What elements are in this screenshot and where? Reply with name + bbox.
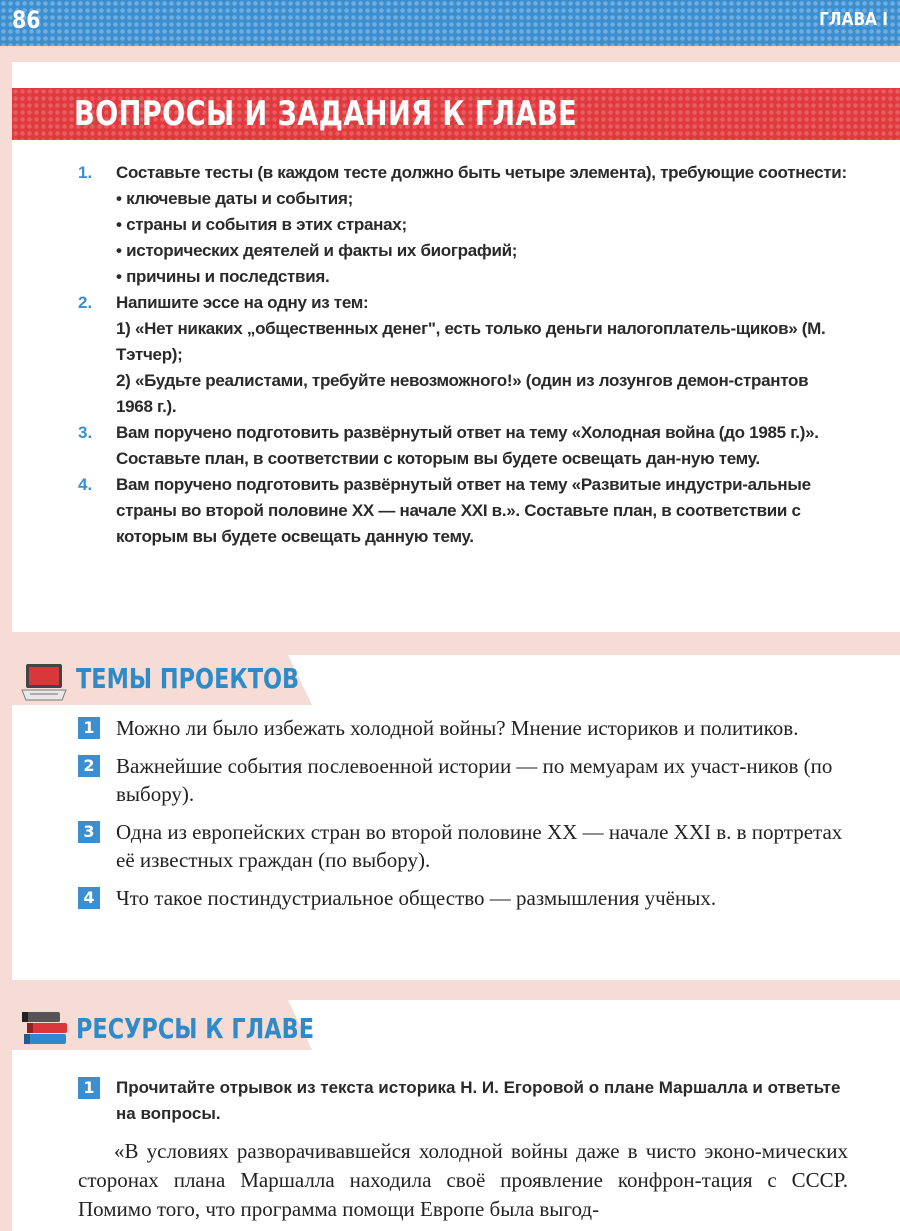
question-text: Вам поручено подготовить развёрнутый ответ на тему «Развитые индустри-альные страны во второй половине XX — начале XXI в.». Составьте план, в соответствии с которым вы будете освещать данную тему. bbox=[116, 475, 811, 546]
question-text: Напишите эссе на одну из тем: bbox=[116, 293, 369, 312]
project-item bbox=[78, 818, 848, 874]
project-item bbox=[78, 714, 848, 742]
question-item bbox=[78, 160, 848, 290]
project-number: 1 bbox=[78, 717, 100, 739]
question-number: 2. bbox=[78, 293, 93, 312]
projects-title: ТЕМЫ ПРОЕКТОВ bbox=[76, 662, 300, 695]
question-subitem: 2) «Будьте реалистами, требуйте невозможного!» (один из лозунгов демон-странтов 1968 г.). bbox=[116, 371, 809, 416]
question-bullet: • причины и последствия. bbox=[116, 267, 330, 286]
project-text: Важнейшие события послевоенной истории — по мемуарам их участ-ников (по выбору). bbox=[116, 754, 833, 806]
question-bullet: • страны и события в этих странах; bbox=[116, 215, 407, 234]
questions-banner bbox=[12, 88, 900, 140]
questions-list bbox=[78, 160, 848, 550]
resource-quote: «В условиях разворачивавшейся холодной войны даже в чисто эконо-мических сторонах плана Маршалла находила своё проявление конфрон-тация с СССР. Помимо того, что программа помощи Европе была выгод- bbox=[78, 1139, 848, 1221]
question-bullet: • исторических деятелей и факты их биографий; bbox=[116, 241, 518, 260]
question-subitem: 1) «Нет никаких „общественных денег", есть только деньги налогоплатель-щиков» (М. Тэтчер); bbox=[116, 319, 826, 364]
question-text: Составьте тесты (в каждом тесте должно быть четыре элемента), требующие соотнести: bbox=[116, 163, 847, 182]
resources-title: РЕСУРСЫ К ГЛАВЕ bbox=[76, 1012, 314, 1045]
projects-list bbox=[78, 714, 848, 922]
questions-title: ВОПРОСЫ И ЗАДАНИЯ К ГЛАВЕ bbox=[74, 94, 578, 134]
page-number: 86 bbox=[12, 6, 41, 34]
question-number: 3. bbox=[78, 423, 93, 442]
project-number: 4 bbox=[78, 887, 100, 909]
project-text: Что такое постиндустриальное общество — размышления учёных. bbox=[116, 886, 717, 910]
question-item bbox=[78, 290, 848, 420]
resource-item bbox=[78, 1075, 848, 1127]
laptop-icon bbox=[20, 662, 70, 702]
project-number: 3 bbox=[78, 821, 100, 843]
project-item bbox=[78, 884, 848, 912]
question-number: 1. bbox=[78, 163, 93, 182]
books-icon bbox=[20, 1008, 72, 1048]
resource-number: 1 bbox=[78, 1077, 100, 1099]
question-text: Вам поручено подготовить развёрнутый ответ на тему «Холодная война (до 1985 г.)». Составьте план, в соответствии с которым вы будете освещать дан-ную тему. bbox=[116, 423, 819, 468]
resource-text: Прочитайте отрывок из текста историка Н. И. Егоровой о плане Маршалла и ответьте на вопросы. bbox=[116, 1078, 841, 1123]
question-item bbox=[78, 472, 848, 550]
resources-content bbox=[78, 1075, 848, 1224]
question-bullet: • ключевые даты и события; bbox=[116, 189, 353, 208]
top-header-bar bbox=[0, 0, 900, 46]
question-number: 4. bbox=[78, 475, 93, 494]
question-item bbox=[78, 420, 848, 472]
chapter-label: ГЛАВА I bbox=[819, 9, 888, 30]
project-text: Можно ли было избежать холодной войны? Мнение историков и политиков. bbox=[116, 716, 799, 740]
project-number: 2 bbox=[78, 755, 100, 777]
project-item bbox=[78, 752, 848, 808]
project-text: Одна из европейских стран во второй половине XX — начале XXI в. в портретах её известных граждан (по выбору). bbox=[116, 820, 843, 872]
